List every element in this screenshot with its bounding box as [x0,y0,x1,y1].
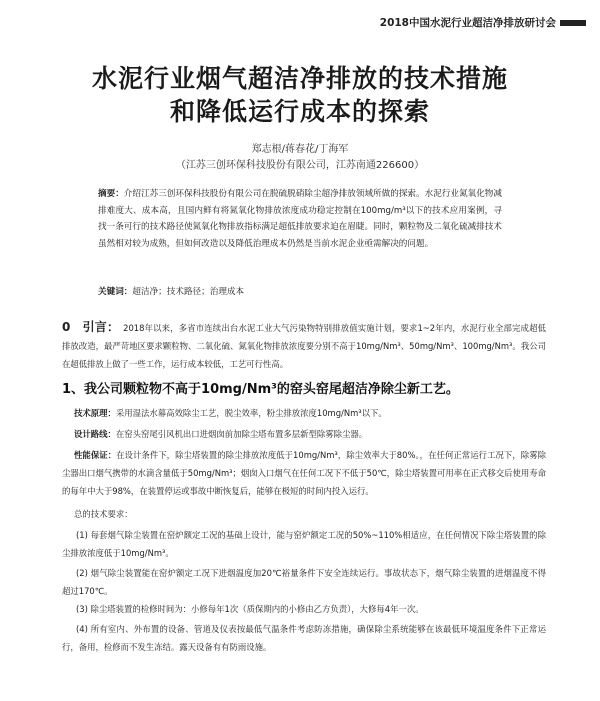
requirement-item: (1) 每套烟气除尘装置在窑炉额定工况的基础上设计，能与窑炉额定工况的50%~110%相适应，在任何情况下除尘塔装置的除尘排放浓度低于10mg/Nm³。 [62,530,546,558]
performance-text: 在设计条件下，除尘塔装置的除尘排放浓度低于10mg/Nm³，除尘效率大于80%。，在任何正常运行工况下，除雾除尘器出口烟气携带的水滴含量低于50mg/Nm³；烟囱入口烟气在任何工况下不低于50℃，除尘塔装置可用率在正式移交后使用寿命的每年中大于98%，在装置停运或事故中断恢复后，能够在极短的时间内投入运行。 [62,450,546,496]
principle-label: 技术原理： [74,408,116,418]
principle-paragraph [62,404,546,422]
title-line-1: 水泥行业烟气超洁净排放的技术措施 [91,64,508,93]
principle-text: 采用湿法水幕高效除尘工艺，脱尘效率，粉尘排放浓度10mg/Nm³以下。 [115,408,387,418]
intro-text: 2018年以来，多省市连续出台水泥工业大气污染物特别排放值实施计划，要求1~2年内，水泥行业全部完成超低排放改造，最严苛地区要求颗粒物、二氧化硫、氮氧化物排放浓度要分别不高于10mg/Nm³、50mg/Nm³、100mg/Nm³。我公司在超低排放上做了一些工作，运行成本较低，工艺可行性高。 [62,323,546,369]
requirement-item: (3) 除尘塔装置的检修时间为：小修每年1次（质保期内的小修由乙方负责），大修每4年一次。 [76,604,424,614]
abstract-label: 摘要： [98,189,124,199]
requirement-item: (4) 所有室内、外布置的设备、管道及仪表按最低气温条件考虑防冻措施，确保除尘系统能够在该最低环境温度条件下正常运行，备用，检修而不发生冻结。露天设备有有防雨设施。 [62,624,546,652]
abstract-text: 介绍江苏三创环保科技股份有限公司在脱硫脱硝除尘超净排放领域所做的探索。水泥行业氮氧化物减排难度大、成本高，且国内鲜有将氮氧化物排放浓度成功稳定控制在100mg/m³以下的技术应用案例，寻找一条可行的技术路径使氮氧化物排放指标满足超低排放要求迫在眉睫。同时，颗粒物及二氧化硫减排技术虽然相对较为成熟，但如何改造以及降低治理成本仍然是当前水泥企业亟需解决的问题。 [98,189,502,249]
author-affiliation: （江苏三创环保科技股份有限公司，江苏南通226600） [175,160,425,171]
author-names: 郑志根/蒋春花/丁海军 [251,144,349,155]
intro-label: 0 引言： [62,320,120,334]
header-bar [560,20,586,26]
introduction [62,318,546,373]
header-text: 2018中国水泥行业超洁净排放研讨会 [379,17,556,29]
section-1-heading: 1、我公司颗粒物不高于10mg/Nm³的窑头窑尾超洁净除尘新工艺。 [62,382,459,397]
keywords-text: 超洁净；技术路径；治理成本 [132,287,245,297]
paper-title [0,62,600,128]
requirements-label: 总的技术要求： [74,509,133,519]
author-block [0,142,600,174]
path-label: 设计路线： [74,429,116,439]
keywords [98,285,502,299]
running-header [380,15,586,30]
keywords-label: 关键词： [98,287,133,297]
performance-label: 性能保证： [74,450,117,460]
requirement-item: (2) 烟气除尘装置能在窑炉额定工况下进烟温度加20℃裕量条件下安全连续运行。事故状态下，烟气除尘装置的进烟温度不得超过170℃。 [62,568,546,596]
performance-paragraph [62,446,546,500]
title-line-2: 和降低运行成本的探索 [169,97,430,126]
requirements-heading [62,505,546,523]
abstract [98,186,502,252]
path-text: 在窑头窑尾引风机出口进烟囱前加除尘塔布置多层新型除雾除尘器。 [115,429,368,439]
design-path-paragraph [62,425,546,443]
